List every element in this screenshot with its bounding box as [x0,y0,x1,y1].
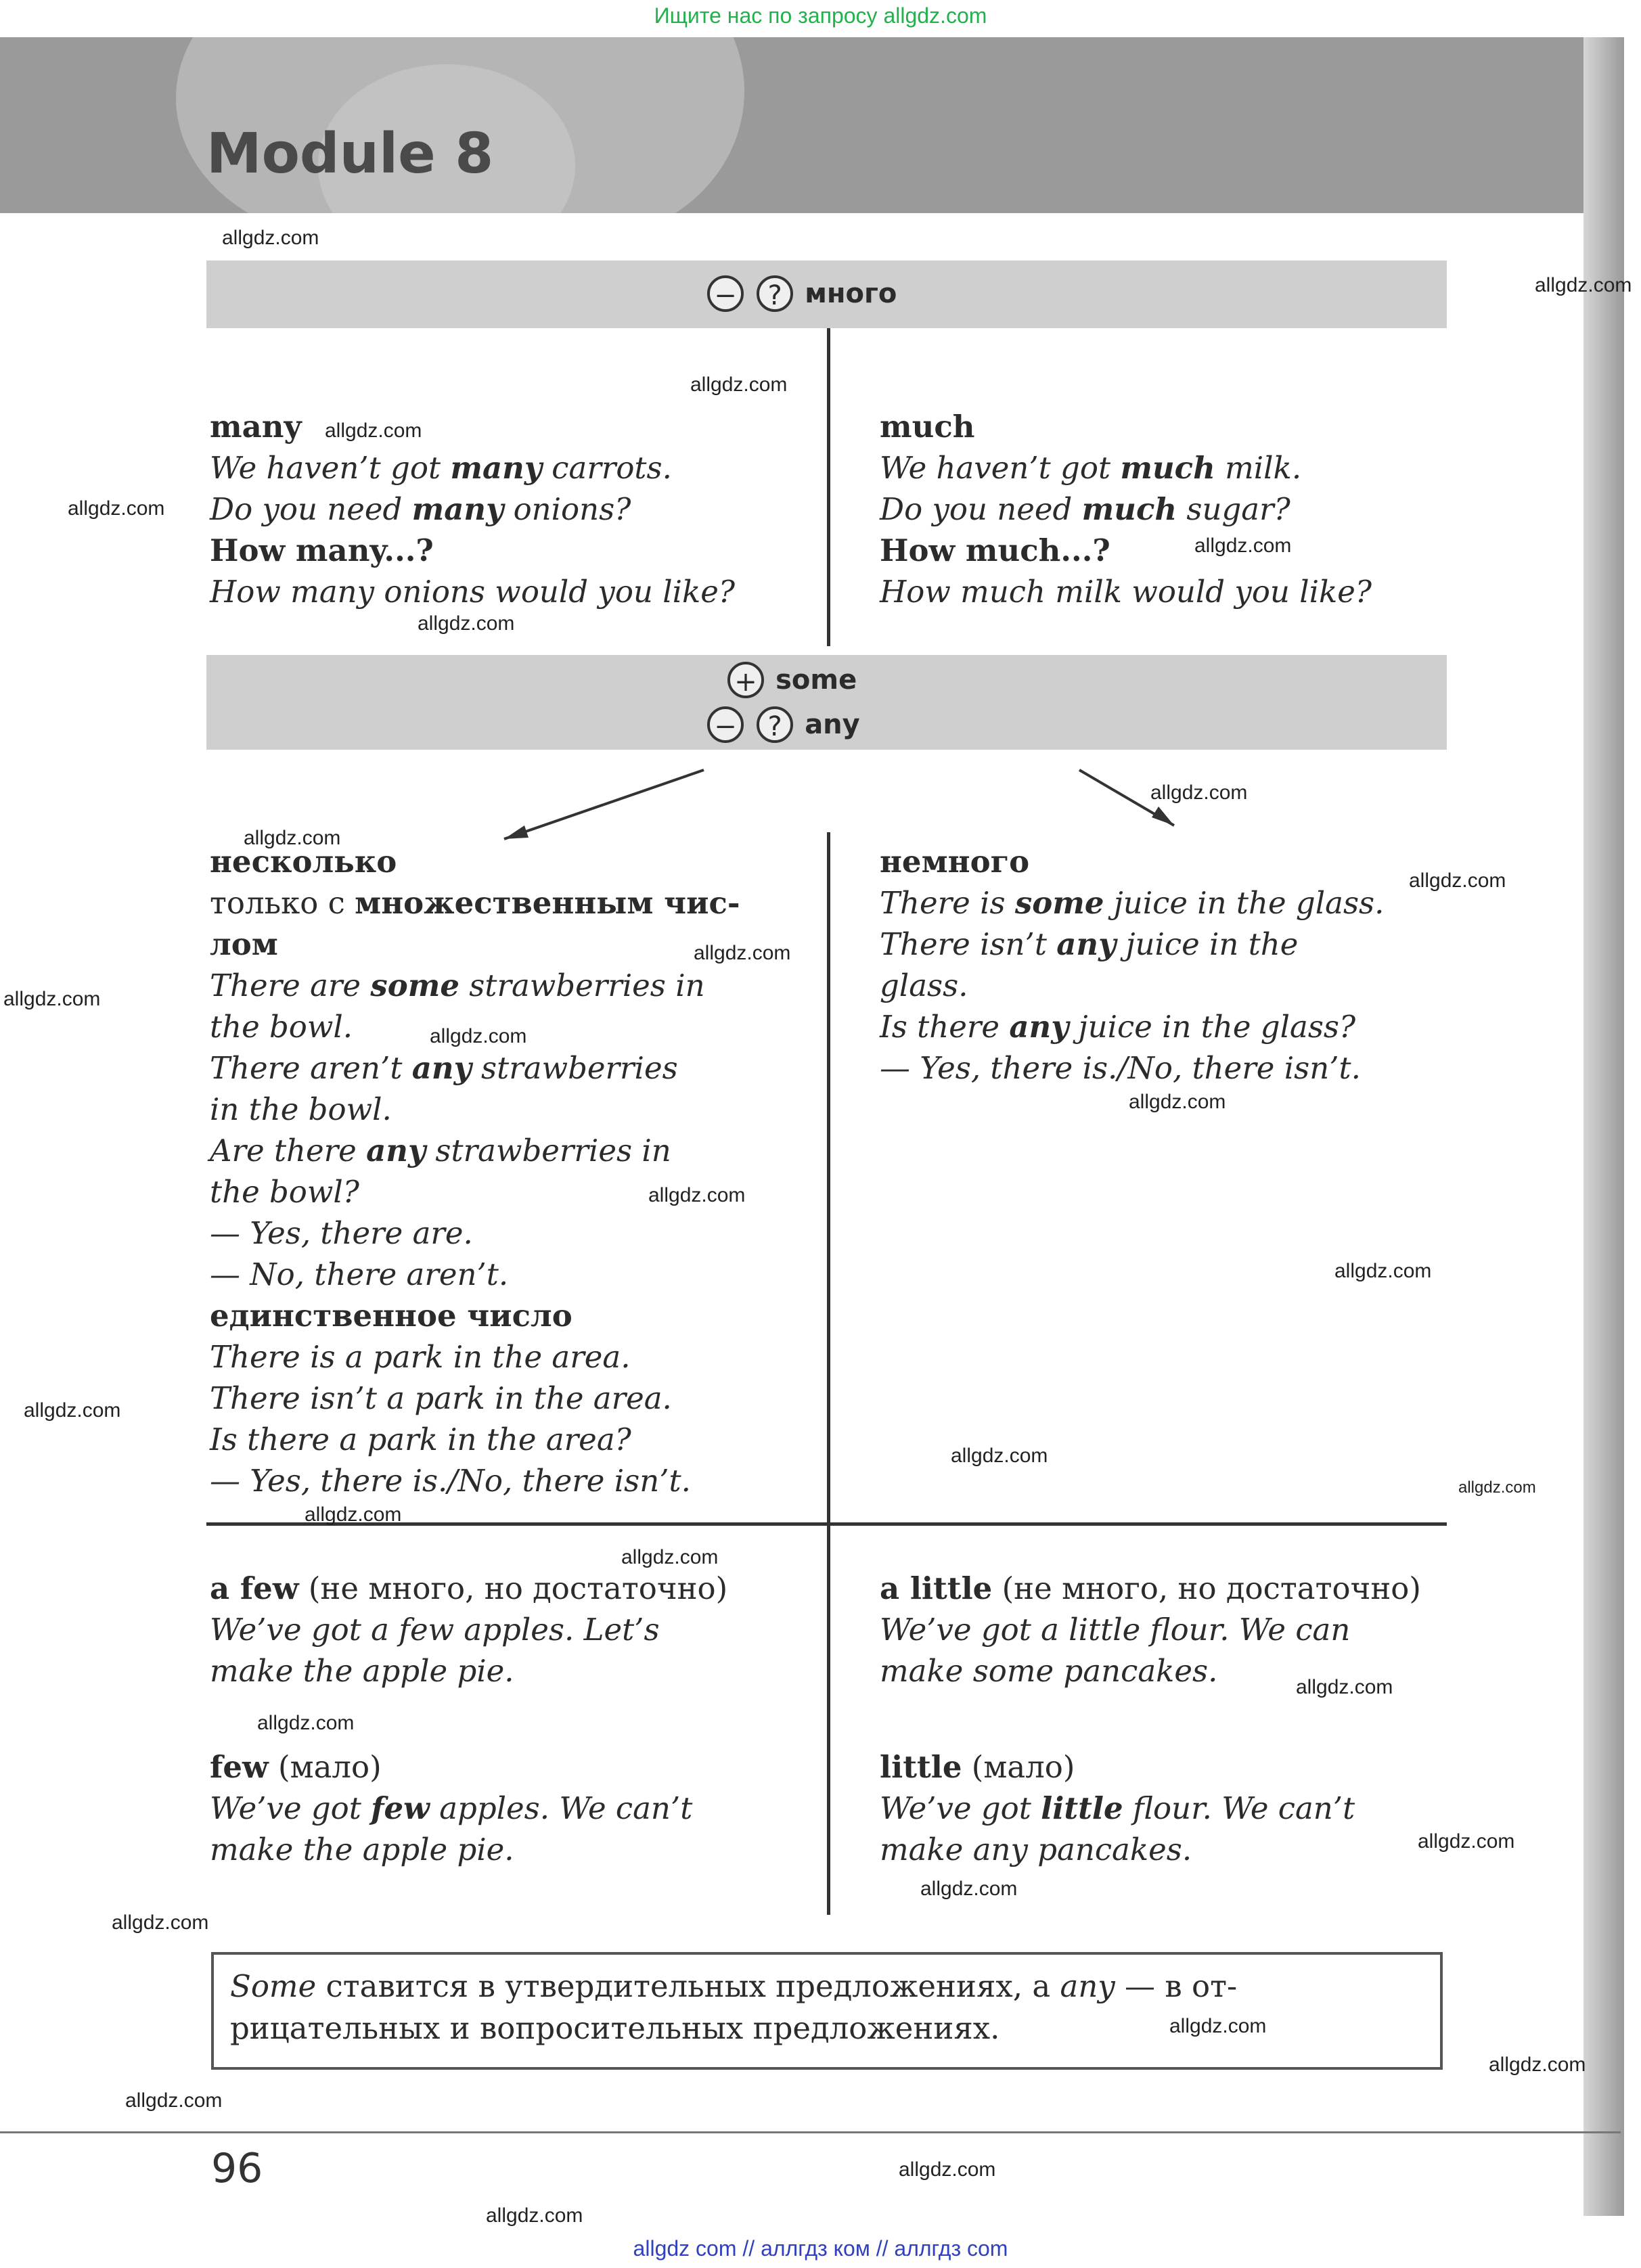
bottom-banner: allgdz com // аллгдз ком // аллгдз com [633,2236,1008,2261]
watermark: allgdz.com [951,1445,1048,1467]
example-line: We’ve got a few apples. Let’s [210,1612,660,1648]
example-line: make any pancakes. [880,1832,1192,1867]
heading-a-few: a few (не много, но достаточно) [210,1570,728,1606]
example-line: glass. [880,968,968,1003]
watermark: allgdz.com [418,612,515,635]
example-line: How many onions would you like? [210,574,736,610]
minus-icon: − [707,275,744,312]
watermark: allgdz.com [694,942,791,964]
page-number: 96 [211,2145,263,2192]
example-line: Is there any juice in the glass? [880,1009,1356,1045]
watermark: allgdz.com [222,227,319,249]
watermark: allgdz.com [125,2089,223,2112]
example-line: There isn’t a park in the area. [210,1380,672,1416]
watermark: allgdz.com [1535,274,1632,296]
example-line: We’ve got little flour. We can’t [880,1790,1355,1826]
right-block-some-any [880,841,1475,1089]
watermark: allgdz.com [24,1399,121,1422]
watermark: allgdz.com [1169,2015,1267,2037]
heading-many: many [210,409,302,445]
watermark: allgdz.com [1334,1260,1432,1282]
example-line: make the apple pie. [210,1832,514,1867]
example-line: — Yes, there are. [210,1215,473,1251]
minus-icon: − [707,706,744,743]
watermark: allgdz.com [1409,869,1506,892]
watermark: allgdz.com [325,419,422,442]
example-line: make some pancakes. [880,1653,1218,1689]
watermark: allgdz.com [112,1911,209,1934]
heading-single: единственное число [210,1298,572,1334]
heading-nemnogo: немного [880,844,1030,880]
watermark: allgdz.com [621,1546,719,1568]
watermark: allgdz.com [1129,1091,1226,1113]
watermark: allgdz.com [257,1712,355,1734]
column-divider [827,832,830,1915]
top-banner: Ищите нас по запросу allgdz.com [654,3,987,28]
rule-line: только с множественным чис- [210,885,740,921]
watermark: allgdz.com [1489,2054,1586,2076]
heading-a-little: a little (не много, но достаточно) [880,1570,1421,1606]
watermark: allgdz.com [3,988,101,1010]
band-label-any: any [805,709,860,740]
example-line: We’ve got a little flour. We can [880,1612,1351,1648]
example-line: There are some strawberries in [210,968,705,1003]
question-icon: ? [757,706,793,743]
example-line: in the bowl. [210,1091,392,1127]
watermark: allgdz.com [899,2158,996,2181]
watermark: allgdz.com [244,827,341,849]
arrow-left-head [504,825,529,839]
example-line: How many...? [210,532,434,568]
right-block-little [880,1568,1475,1870]
watermark: allgdz.com [1458,1478,1536,1497]
example-line: Are there any strawberries in [210,1133,671,1169]
example-line: We’ve got few apples. We can’t [210,1790,693,1826]
arrow-left-line [504,770,704,839]
watermark: allgdz.com [1194,535,1292,557]
watermark: allgdz.com [690,373,788,396]
note-line: Some ставится в утвердительных предложениях, а any — в от- [230,1968,1238,2004]
watermark: allgdz.com [430,1025,527,1047]
example-line: How much milk would you like? [880,574,1372,610]
watermark: allgdz.com [486,2204,583,2227]
arrow-right-head [1152,807,1174,825]
module-title: Module 8 [206,122,494,186]
example-line: the bowl? [210,1174,359,1210]
watermark: allgdz.com [1150,781,1248,804]
question-icon: ? [757,275,793,312]
example-line: There is some juice in the glass. [880,885,1385,921]
example-line: — No, there aren’t. [210,1256,509,1292]
watermark: allgdz.com [305,1503,402,1526]
watermark: allgdz.com [920,1878,1018,1900]
example-line: There aren’t any strawberries [210,1050,678,1086]
example-line: There is a park in the area. [210,1339,631,1375]
example-line: Is there a park in the area? [210,1422,631,1457]
watermark: allgdz.com [648,1184,746,1206]
example-line: the bowl. [210,1009,353,1045]
watermark: allgdz.com [1418,1830,1515,1853]
band-label-some: some [775,664,857,696]
heading-neskolko: несколько [210,844,397,880]
left-block-some-any [210,841,819,1501]
heading-little: little (мало) [880,1749,1075,1785]
example-line: Do you need many onions? [210,491,631,527]
example-line: We haven’t got much milk. [880,450,1302,486]
watermark: allgdz.com [68,497,165,520]
example-line: We haven’t got many carrots. [210,450,672,486]
example-line: How much...? [880,532,1110,568]
heading-much: much [880,409,975,445]
example-line: — Yes, there is./No, there isn’t. [210,1463,691,1499]
example-line: Do you need much sugar? [880,491,1290,527]
band-label-mnogo: много [805,278,897,309]
watermark: allgdz.com [1296,1676,1393,1698]
heading-few: few (мало) [210,1749,382,1785]
example-line: There isn’t any juice in the [880,926,1299,962]
note-line: рицательных и вопросительных предложениях. [230,2010,1000,2046]
plus-icon: + [727,662,764,698]
note-box [211,1952,1443,2070]
rule-line: лом [210,926,278,962]
footer-rule [0,2131,1621,2133]
example-line: — Yes, there is./No, there isn’t. [880,1050,1361,1086]
example-line: make the apple pie. [210,1653,514,1689]
